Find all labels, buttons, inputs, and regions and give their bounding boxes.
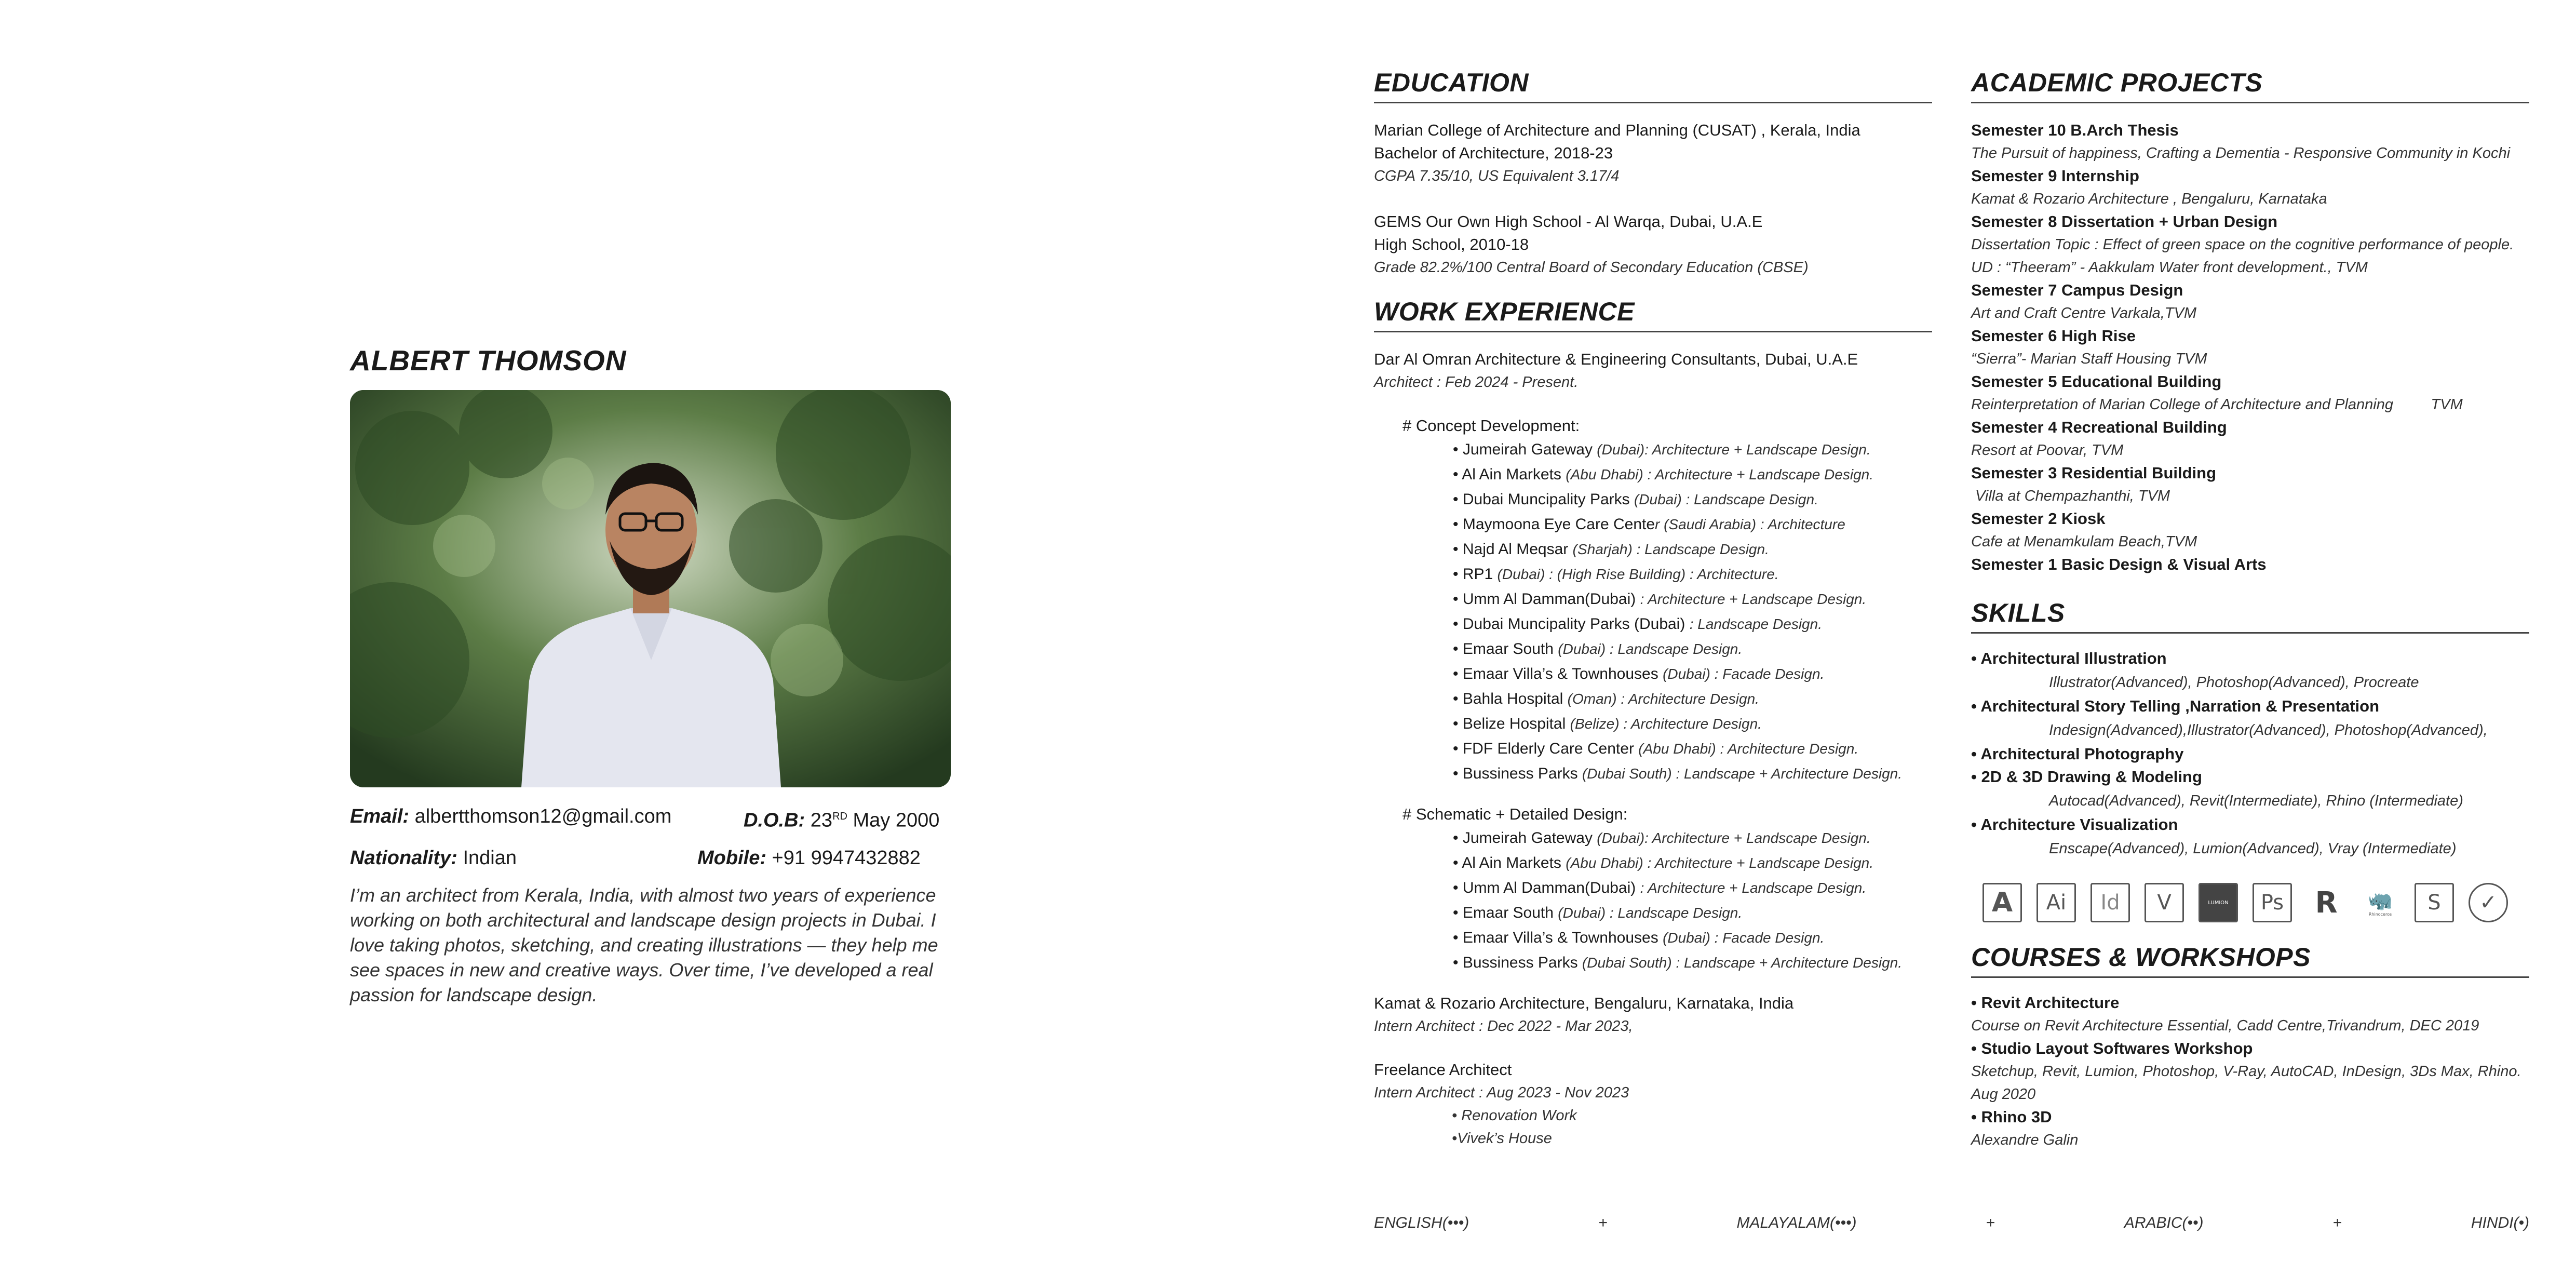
skill-name: • Architecture Visualization bbox=[1971, 815, 2178, 834]
language-separator: + bbox=[1986, 1214, 1995, 1231]
semester-title: Semester 4 Recreational Building bbox=[1971, 418, 2227, 436]
project-detail: (Abu Dhabi) : Architecture + Landscape Design. bbox=[1566, 466, 1873, 482]
project-detail: (Dubai) : Landscape Design. bbox=[1634, 491, 1818, 507]
enscape-icon: ✓ bbox=[2469, 883, 2508, 922]
list-item: • Najd Al Meqsar (Sharjah) : Landscape Design. bbox=[1453, 541, 1769, 558]
list-item: • Jumeirah Gateway (Dubai): Architecture + Landscape Design. bbox=[1453, 441, 1871, 458]
nationality-row bbox=[350, 846, 517, 870]
project-name: RP1 bbox=[1462, 566, 1493, 583]
list-item: • Bussiness Parks (Dubai South) : Landscape + Architecture Design. bbox=[1453, 765, 1903, 782]
semester-desc: Dissertation Topic : Effect of green space on the cognitive performance of people. bbox=[1971, 236, 2514, 253]
software-icons bbox=[1982, 883, 2529, 922]
skill-tools: Illustrator(Advanced), Photoshop(Advanced), Procreate bbox=[2049, 674, 2419, 691]
autocad-icon: A bbox=[1982, 883, 2022, 922]
project-name: Umm Al Damman(Dubai) bbox=[1462, 879, 1636, 896]
project-name: Emaar South bbox=[1462, 904, 1554, 921]
project-name: Dubai Muncipality Parks (Dubai) bbox=[1462, 615, 1685, 633]
semester-desc: The Pursuit of happiness, Crafting a Dementia - Responsive Community in Kochi bbox=[1971, 145, 2511, 162]
work-heading: WORK EXPERIENCE bbox=[1374, 297, 1932, 332]
semester-desc: Kamat & Rozario Architecture , Bengaluru, Karnataka bbox=[1971, 191, 2327, 207]
freelance-item: •Vivek’s House bbox=[1452, 1130, 1552, 1147]
work-company: Kamat & Rozario Architecture, Bengaluru, Karnataka, India bbox=[1374, 994, 1794, 1012]
project-name: Jumeirah Gateway bbox=[1462, 441, 1593, 458]
project-name: FDF Elderly Care Center bbox=[1462, 740, 1634, 757]
list-item: • Dubai Muncipality Parks (Dubai) : Landscape Design. bbox=[1453, 491, 1818, 508]
schematic-list bbox=[1374, 826, 1932, 975]
list-item: • Al Ain Markets (Abu Dhabi) : Architecture + Landscape Design. bbox=[1453, 466, 1873, 483]
work-role: Intern Architect : Aug 2023 - Nov 2023 bbox=[1374, 1084, 1629, 1101]
revit-icon: R bbox=[2315, 886, 2338, 920]
rhinoceros-icon: 🦏 Rhinoceros bbox=[2368, 889, 2393, 917]
skill-tools: Enscape(Advanced), Lumion(Advanced), Vray (Intermediate) bbox=[2049, 840, 2457, 857]
list-item: • Bussiness Parks (Dubai South) : Landscape + Architecture Design. bbox=[1453, 954, 1903, 971]
project-detail: (Oman) : Architecture Design. bbox=[1567, 691, 1759, 707]
semester-title: Semester 10 B.Arch Thesis bbox=[1971, 121, 2179, 139]
project-detail: (Dubai) : Facade Design. bbox=[1663, 930, 1825, 946]
project-detail: (Belize) : Architecture Design. bbox=[1570, 716, 1762, 732]
work-role: Architect : Feb 2024 - Present. bbox=[1374, 374, 1579, 391]
project-name: Maymoona Eye Care Cente bbox=[1462, 516, 1655, 533]
project-name: Emaar Villa’s & Townhouses bbox=[1462, 929, 1658, 946]
photoshop-icon: Ps bbox=[2253, 883, 2292, 922]
list-item: • Dubai Muncipality Parks (Dubai) : Landscape Design. bbox=[1453, 615, 1822, 633]
concept-list bbox=[1374, 437, 1932, 786]
project-name: Al Ain Markets bbox=[1462, 466, 1561, 483]
course-desc: Aug 2020 bbox=[1971, 1086, 2036, 1103]
project-detail: (Dubai South) : Landscape + Architecture Design. bbox=[1582, 766, 1903, 782]
language-hindi: HINDI(•) bbox=[2471, 1214, 2529, 1231]
project-name: Jumeirah Gateway bbox=[1462, 829, 1593, 847]
project-detail: (Dubai South) : Landscape + Architecture Design. bbox=[1582, 955, 1903, 971]
list-item: • Emaar Villa’s & Townhouses (Dubai) : Facade Design. bbox=[1453, 929, 1825, 946]
list-item: • Maymoona Eye Care Center (Saudi Arabia) : Architecture bbox=[1453, 516, 1845, 533]
freelance-item: • Renovation Work bbox=[1452, 1107, 1577, 1124]
course-name: • Rhino 3D bbox=[1971, 1108, 2052, 1126]
dob-rest: May 2000 bbox=[853, 809, 940, 831]
skill-name: • 2D & 3D Drawing & Modeling bbox=[1971, 768, 2202, 786]
profile-name: ALBERT THOMSON bbox=[350, 344, 627, 377]
email-value[interactable]: albertthomson12@gmail.com bbox=[414, 806, 672, 827]
semester-desc: Art and Craft Centre Varkala,TVM bbox=[1971, 305, 2197, 321]
nationality-label: Nationality: bbox=[350, 847, 457, 869]
project-name: Bahla Hospital bbox=[1462, 690, 1563, 707]
language-separator: + bbox=[1598, 1214, 1608, 1231]
list-item: • Belize Hospital (Belize) : Architecture Design. bbox=[1453, 715, 1762, 732]
education-entry bbox=[1374, 210, 1932, 279]
semester-desc: Resort at Poovar, TVM bbox=[1971, 442, 2124, 459]
project-name: Dubai Muncipality Parks bbox=[1462, 491, 1630, 508]
education-grade: CGPA 7.35/10, US Equivalent 3.17/4 bbox=[1374, 168, 1620, 184]
project-detail: r (Saudi Arabia) : Architecture bbox=[1655, 516, 1845, 532]
list-item: • Emaar South (Dubai) : Landscape Design. bbox=[1453, 904, 1743, 921]
education-institution: GEMS Our Own High School - Al Warqa, Dubai, U.A.E bbox=[1374, 212, 1763, 231]
project-detail: : Landscape Design. bbox=[1689, 616, 1822, 632]
email-row bbox=[350, 804, 671, 829]
lumion-icon: LUMION bbox=[2199, 883, 2238, 922]
semester-desc: Cafe at Menamkulam Beach,TVM bbox=[1971, 533, 2197, 550]
dob-day: 23 bbox=[810, 809, 833, 831]
education-degree: Bachelor of Architecture, 2018-23 bbox=[1374, 144, 1613, 162]
languages-bar bbox=[1374, 1214, 2529, 1232]
person-illustration bbox=[350, 390, 951, 787]
skill-tools: Autocad(Advanced), Revit(Intermediate), Rhino (Intermediate) bbox=[2049, 793, 2463, 809]
courses-list bbox=[1971, 991, 2529, 1151]
skill-tools: Indesign(Advanced),Illustrator(Advanced), Photoshop(Advanced), bbox=[2049, 722, 2488, 739]
course-name: • Revit Architecture bbox=[1971, 994, 2120, 1012]
project-detail: : Architecture + Landscape Design. bbox=[1640, 591, 1867, 607]
project-name: Al Ain Markets bbox=[1462, 854, 1561, 871]
skill-name: • Architectural Story Telling ,Narration & Presentation bbox=[1971, 697, 2380, 715]
course-desc: Sketchup, Revit, Lumion, Photoshop, V-Ray, AutoCAD, InDesign, 3Ds Max, Rhino. bbox=[1971, 1063, 2521, 1080]
schematic-heading: # Schematic + Detailed Design: bbox=[1402, 805, 1628, 823]
dob-suffix: RD bbox=[832, 811, 847, 822]
skills-list bbox=[1971, 647, 2529, 861]
project-name: Emaar South bbox=[1462, 640, 1554, 658]
project-detail: (Abu Dhabi) : Architecture Design. bbox=[1638, 741, 1859, 757]
mobile-label: Mobile: bbox=[697, 847, 766, 869]
dob-row bbox=[744, 804, 939, 833]
list-item: • Jumeirah Gateway (Dubai): Architecture + Landscape Design. bbox=[1453, 829, 1871, 847]
language-arabic: ARABIC(••) bbox=[2124, 1214, 2204, 1231]
project-detail: (Dubai) : Landscape Design. bbox=[1558, 905, 1743, 921]
semester-title: Semester 2 Kiosk bbox=[1971, 509, 2106, 528]
dob-label: D.O.B: bbox=[744, 809, 805, 831]
profile-photo bbox=[350, 390, 951, 787]
sketchup-icon: S bbox=[2415, 883, 2454, 922]
project-name: Belize Hospital bbox=[1462, 715, 1566, 732]
work-company: Freelance Architect bbox=[1374, 1061, 1512, 1079]
project-name: Emaar Villa’s & Townhouses bbox=[1462, 665, 1658, 682]
skill-name: • Architectural Photography bbox=[1971, 745, 2184, 763]
academic-list bbox=[1971, 119, 2529, 576]
list-item: • Emaar South (Dubai) : Landscape Design. bbox=[1453, 640, 1743, 658]
concept-heading: # Concept Development: bbox=[1402, 417, 1580, 435]
education-institution: Marian College of Architecture and Planning (CUSAT) , Kerala, India bbox=[1374, 121, 1860, 139]
right-column bbox=[1971, 68, 2529, 1151]
semester-desc: “Sierra”- Marian Staff Housing TVM bbox=[1971, 351, 2207, 367]
course-name: • Studio Layout Softwares Workshop bbox=[1971, 1039, 2253, 1057]
project-detail: : Architecture + Landscape Design. bbox=[1640, 880, 1867, 896]
education-heading: EDUCATION bbox=[1374, 68, 1932, 103]
semester-title: Semester 3 Residential Building bbox=[1971, 464, 2217, 482]
mobile-value[interactable]: +91 9947432882 bbox=[772, 847, 921, 869]
education-grade: Grade 82.2%/100 Central Board of Secondary Education (CBSE) bbox=[1374, 259, 1809, 276]
illustrator-icon: Ai bbox=[2036, 883, 2076, 922]
semester-desc: Villa at Chempazhanthi, TVM bbox=[1971, 488, 2170, 504]
project-name: Bussiness Parks bbox=[1462, 765, 1578, 782]
work-role: Intern Architect : Dec 2022 - Mar 2023, bbox=[1374, 1018, 1633, 1035]
education-entry bbox=[1374, 119, 1932, 187]
language-separator: + bbox=[2332, 1214, 2342, 1231]
list-item: • Emaar Villa’s & Townhouses (Dubai) : Facade Design. bbox=[1453, 665, 1825, 682]
project-detail: (Dubai): Architecture + Landscape Design. bbox=[1597, 441, 1871, 458]
project-detail: (Dubai) : Facade Design. bbox=[1663, 666, 1825, 682]
project-detail: (Dubai): Architecture + Landscape Design. bbox=[1597, 830, 1871, 846]
bio-paragraph: I’m an architect from Kerala, India, with almost two years of experience working on both architectural and landscape design projects in Dubai. I love taking photos, sketching, and creating illustrations — they help me see spaces in new and creative ways. Over time, I’ve developed a real passion for landscape design. bbox=[350, 884, 938, 1005]
skills-heading: SKILLS bbox=[1971, 598, 2529, 634]
language-english: ENGLISH(•••) bbox=[1374, 1214, 1469, 1231]
project-name: Bussiness Parks bbox=[1462, 954, 1578, 971]
list-item: • Al Ain Markets (Abu Dhabi) : Architecture + Landscape Design. bbox=[1453, 854, 1873, 871]
course-desc: Alexandre Galin bbox=[1971, 1132, 2079, 1148]
project-name: Umm Al Damman(Dubai) bbox=[1462, 591, 1636, 608]
list-item: • Bahla Hospital (Oman) : Architecture Design. bbox=[1453, 690, 1759, 707]
semester-title: Semester 1 Basic Design & Visual Arts bbox=[1971, 555, 2267, 573]
semester-desc: Reinterpretation of Marian College of Architecture and Planning TVM bbox=[1971, 396, 2463, 413]
skill-name: • Architectural Illustration bbox=[1971, 649, 2167, 667]
nationality-value: Indian bbox=[463, 847, 517, 869]
project-detail: (Dubai) : (High Rise Building) : Architecture. bbox=[1497, 566, 1779, 582]
middle-column bbox=[1374, 68, 1932, 1150]
work-company: Dar Al Omran Architecture & Engineering Consultants, Dubai, U.A.E bbox=[1374, 350, 1858, 368]
semester-title: Semester 7 Campus Design bbox=[1971, 281, 2183, 299]
list-item: • FDF Elderly Care Center (Abu Dhabi) : Architecture Design. bbox=[1453, 740, 1859, 757]
semester-title: Semester 8 Dissertation + Urban Design bbox=[1971, 212, 2278, 231]
semester-title: Semester 9 Internship bbox=[1971, 167, 2139, 185]
project-detail: (Sharjah) : Landscape Design. bbox=[1572, 541, 1769, 557]
course-desc: Course on Revit Architecture Essential, Cadd Centre,Trivandrum, DEC 2019 bbox=[1971, 1017, 2479, 1034]
semester-title: Semester 6 High Rise bbox=[1971, 327, 2136, 345]
vray-icon: V bbox=[2145, 883, 2184, 922]
project-detail: (Abu Dhabi) : Architecture + Landscape Design. bbox=[1566, 855, 1873, 871]
language-malayalam: MALAYALAM(•••) bbox=[1736, 1214, 1857, 1231]
indesign-icon: Id bbox=[2091, 883, 2130, 922]
academic-heading: ACADEMIC PROJECTS bbox=[1971, 68, 2529, 103]
list-item: • Umm Al Damman(Dubai) : Architecture + Landscape Design. bbox=[1453, 591, 1867, 608]
list-item: • RP1 (Dubai) : (High Rise Building) : Architecture. bbox=[1453, 566, 1779, 583]
project-detail: (Dubai) : Landscape Design. bbox=[1558, 641, 1743, 657]
list-item: • Umm Al Damman(Dubai) : Architecture + Landscape Design. bbox=[1453, 879, 1867, 896]
semester-title: Semester 5 Educational Building bbox=[1971, 372, 2222, 391]
semester-desc: UD : “Theeram” - Aakkulam Water front development., TVM bbox=[1971, 259, 2368, 276]
email-label: Email: bbox=[350, 806, 410, 827]
education-degree: High School, 2010-18 bbox=[1374, 235, 1529, 253]
mobile-row bbox=[697, 846, 921, 870]
project-name: Najd Al Meqsar bbox=[1462, 541, 1569, 558]
courses-heading: COURSES & WORKSHOPS bbox=[1971, 942, 2529, 978]
